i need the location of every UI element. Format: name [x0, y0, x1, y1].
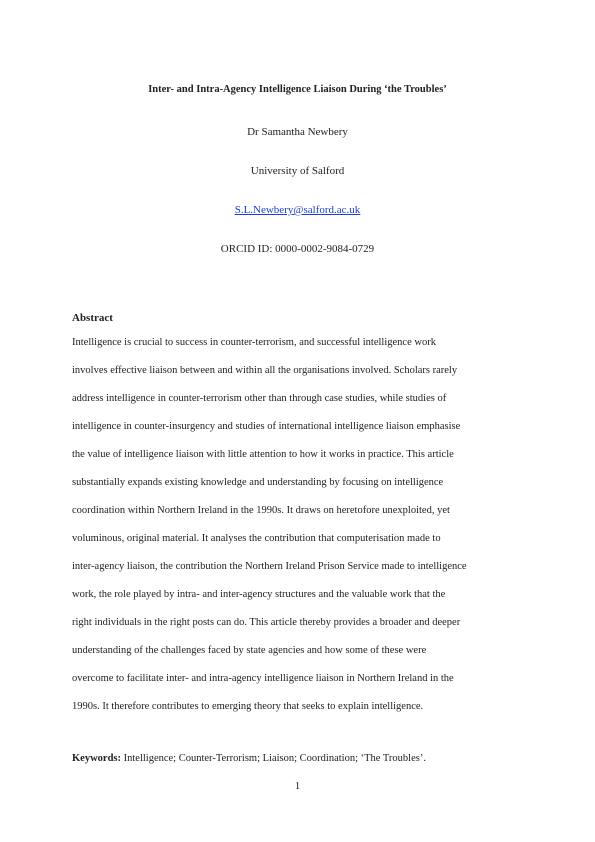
page-number: 1	[294, 780, 301, 792]
paper-title: Inter- and Intra-Agency Intelligence Liaison During ‘the Troubles’	[148, 84, 447, 95]
author-name: Dr Samantha Newbery	[247, 126, 348, 138]
abstract-body	[72, 336, 524, 728]
abstract-line: 1990s. It therefore contributes to emerging theory that seeks to explain intelligence.	[72, 701, 424, 712]
author-affiliation: University of Salford	[250, 165, 345, 177]
abstract-line: intelligence in counter-insurgency and studies of international intelligence liaison emphasise	[72, 421, 461, 432]
email-link[interactable]: S.L.Newbery@salford.ac.uk	[234, 204, 361, 216]
abstract-line: involves effective liaison between and within all the organisations involved. Scholars rarely	[72, 365, 458, 376]
abstract-line: address intelligence in counter-terrorism other than through case studies, while studies of	[72, 393, 447, 404]
abstract-line: overcome to facilitate inter- and intra-agency intelligence liaison in Northern Ireland in the	[72, 673, 454, 684]
abstract-line: inter-agency liaison, the contribution the Northern Ireland Prison Service made to intelligence	[72, 561, 467, 572]
keywords-label: Keywords:	[72, 753, 121, 764]
abstract-line: the value of intelligence liaison with little attention to how it works in practice. This article	[72, 449, 454, 460]
keywords-text: Intelligence; Counter-Terrorism; Liaison; Coordination; ‘The Troubles’.	[121, 753, 426, 764]
abstract-line: Intelligence is crucial to success in counter-terrorism, and successful intelligence work	[72, 337, 436, 348]
abstract-heading: Abstract	[72, 312, 113, 324]
abstract-line: understanding of the challenges faced by state agencies and how some of these were	[72, 645, 427, 656]
abstract-line: coordination within Northern Ireland in the 1990s. It draws on heretofore unexploited, yet	[72, 505, 450, 516]
abstract-line: voluminous, original material. It analyses the contribution that computerisation made to	[72, 533, 441, 544]
orcid-id: ORCID ID: 0000-0002-9084-0729	[220, 243, 375, 255]
abstract-line: substantially expands existing knowledge and understanding by focusing on intelligence	[72, 477, 444, 488]
keywords	[72, 752, 524, 766]
author-email	[0, 203, 595, 217]
abstract-line: right individuals in the right posts can do. This article thereby provides a broader and deeper	[72, 617, 461, 628]
abstract-line: work, the role played by intra- and inter-agency structures and the valuable work that the	[72, 589, 446, 600]
